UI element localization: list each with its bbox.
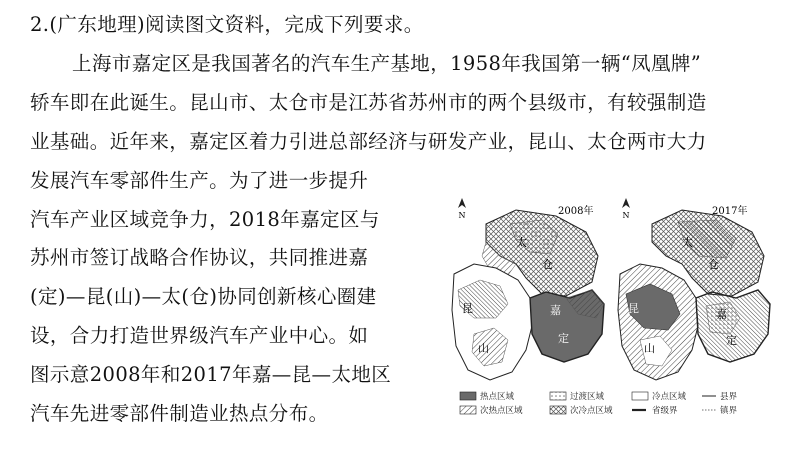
legend-hot-swatch xyxy=(460,392,476,400)
map-2017 xyxy=(618,198,770,380)
legend-transition-label: 过渡区域 xyxy=(570,392,605,402)
legend-subcold-label: 次冷点区域 xyxy=(570,406,613,416)
label-ding-2017: 定 xyxy=(726,334,737,347)
legend-subhot-label: 次热点区域 xyxy=(480,406,523,416)
passage-line-3: 业基础。近年来，嘉定区着力引进总部经济与研发产业，昆山、太仓两市大力 xyxy=(30,130,707,153)
label-kun-2017: 昆 xyxy=(628,302,639,315)
north-arrow-icon xyxy=(458,198,466,220)
svg-text:N: N xyxy=(458,211,466,220)
legend-subhot-swatch xyxy=(460,406,476,414)
label-tai: 太 xyxy=(516,236,527,249)
label-cang: 仓 xyxy=(542,258,553,271)
label-jia: 嘉 xyxy=(550,304,561,317)
passage-line-1: 上海市嘉定区是我国著名的汽车生产基地，1958年我国第一辆“凤凰牌” xyxy=(72,52,702,75)
passage-line-10: 汽车先进零部件制造业热点分布。 xyxy=(30,402,329,425)
legend-province-label: 省级界 xyxy=(652,406,678,416)
passage-line-2: 轿车即在此诞生。昆山市、太仓市是江苏省苏州市的两个县级市，有较强制造 xyxy=(30,91,707,114)
passage-line-5: 汽车产业区域竞争力，2018年嘉定区与 xyxy=(30,208,380,231)
label-kun: 昆 xyxy=(462,302,473,315)
label-ding: 定 xyxy=(558,332,569,345)
legend-cold-label: 冷点区域 xyxy=(652,392,687,402)
legend-county-label: 县界 xyxy=(720,392,738,402)
legend xyxy=(460,391,738,416)
legend-cold-swatch xyxy=(632,392,648,400)
hotspot-map-figure xyxy=(446,194,778,430)
passage-line-4: 发展汽车零部件生产。为了进一步提升 xyxy=(30,169,369,192)
question-title: 2.(广东地理)阅读图文资料，完成下列要求。 xyxy=(30,13,424,36)
legend-transition-swatch xyxy=(550,392,566,400)
map-2008 xyxy=(452,198,604,380)
passage-line-6: 苏州市签订战略合作协议，共同推进嘉 xyxy=(30,246,369,269)
svg-text:N: N xyxy=(622,211,630,220)
passage-line-7: (定)—昆(山)—太(仓)协同创新核心圈建 xyxy=(30,285,377,308)
label-shan-2017: 山 xyxy=(644,342,655,355)
legend-subcold-swatch xyxy=(550,406,566,414)
label-jia-2017: 嘉 xyxy=(716,308,727,321)
passage-line-9: 图示意2008年和2017年嘉—昆—太地区 xyxy=(30,363,392,386)
map-2008-year: 2008年 xyxy=(558,206,594,217)
map-2017-year: 2017年 xyxy=(712,206,748,217)
legend-hot-label: 热点区域 xyxy=(480,392,515,402)
north-arrow-icon xyxy=(622,198,630,220)
label-cang-2017: 仓 xyxy=(708,258,719,271)
legend-town-label: 镇界 xyxy=(720,406,738,416)
passage-line-8: 设，合力打造世界级汽车产业中心。如 xyxy=(30,324,369,347)
label-tai-2017: 太 xyxy=(682,236,693,249)
label-shan: 山 xyxy=(478,342,489,355)
